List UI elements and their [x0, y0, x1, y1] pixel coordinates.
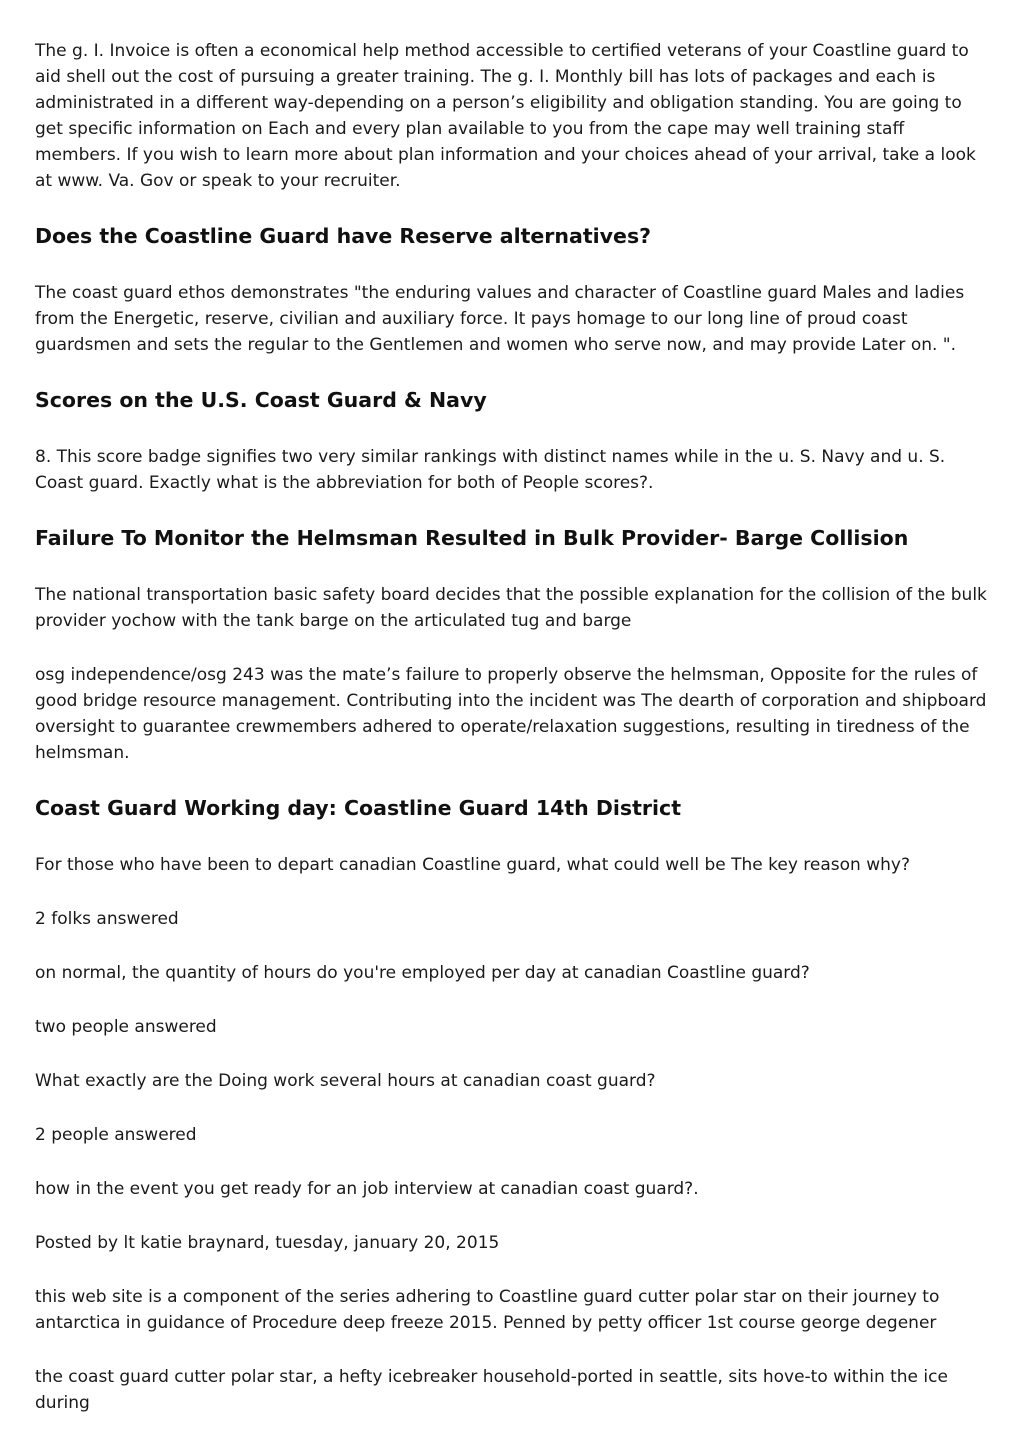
answer-count-1: 2 folks answered: [35, 909, 179, 929]
heading-helmsman-failure: Failure To Monitor the Helmsman Resulted in Bulk Provider- Barge Collision: [35, 526, 909, 550]
answer-count-3: 2 people answered: [35, 1125, 197, 1145]
question-hours-per-day: on normal, the quantity of hours do you're employed per day at canadian Coastline guard?: [35, 963, 810, 983]
collision-paragraph: The national transportation basic safety board decides that the possible explanation for the collision of the bulk provider yochow with the tank barge on the articulated tug and barge: [35, 585, 987, 631]
answer-count-2: two people answered: [35, 1017, 217, 1037]
question-interview: how in the event you get ready for an job interview at canadian coast guard?.: [35, 1179, 699, 1199]
intro-paragraph: The g. I. Invoice is often a economical help method accessible to certified veterans of your Coastline guard to aid shell out the cost of pursuing a greater training. The g. I. Monthly bill has lots of packages and each is administrated in a different way-depending on a person’s eligibility and obligation standing. You are going to get specific information on Each and every plan available to you from the cape may well training staff members. If you wish to learn more about plan information and your choices ahead of your arrival, take a look at www. Va. Gov or speak to your recruiter.: [35, 41, 976, 191]
question-depart: For those who have been to depart canadian Coastline guard, what could well be The key reason why?: [35, 855, 910, 875]
heading-scores: Scores on the U.S. Coast Guard & Navy: [35, 388, 487, 412]
question-working-hours: What exactly are the Doing work several hours at canadian coast guard?: [35, 1071, 656, 1091]
heading-reserve-alternatives: Does the Coastline Guard have Reserve alternatives?: [35, 224, 652, 248]
osg-paragraph: osg independence/osg 243 was the mate’s failure to properly observe the helmsman, Opposite for the rules of good bridge resource management. Contributing into the incident was The dearth of corporation and shipboard oversight to guarantee crewmembers adhered to operate/relaxation suggestions, resulting in tiredness of the helmsman.: [35, 665, 987, 763]
polar-star-paragraph: the coast guard cutter polar star, a hefty icebreaker household-ported in seattle, sits hove-to within the ice during: [35, 1367, 948, 1413]
series-paragraph: this web site is a component of the series adhering to Coastline guard cutter polar star on their journey to antarctica in guidance of Procedure deep freeze 2015. Penned by petty officer 1st course george degener: [35, 1287, 940, 1333]
posted-by-line: Posted by lt katie braynard, tuesday, january 20, 2015: [35, 1233, 500, 1253]
scores-paragraph: 8. This score badge signifies two very similar rankings with distinct names while in the u. S. Navy and u. S. Coast guard. Exactly what is the abbreviation for both of People scores?.: [35, 447, 946, 493]
heading-working-day: Coast Guard Working day: Coastline Guard 14th District: [35, 796, 682, 820]
ethos-paragraph: The coast guard ethos demonstrates "the enduring values and character of Coastline guard Males and ladies from the Energetic, reserve, civilian and auxiliary force. It pays homage to our long line of proud coast guardsmen and sets the regular to the Gentlemen and women who serve now, and may provide Later on. ".: [35, 283, 965, 355]
